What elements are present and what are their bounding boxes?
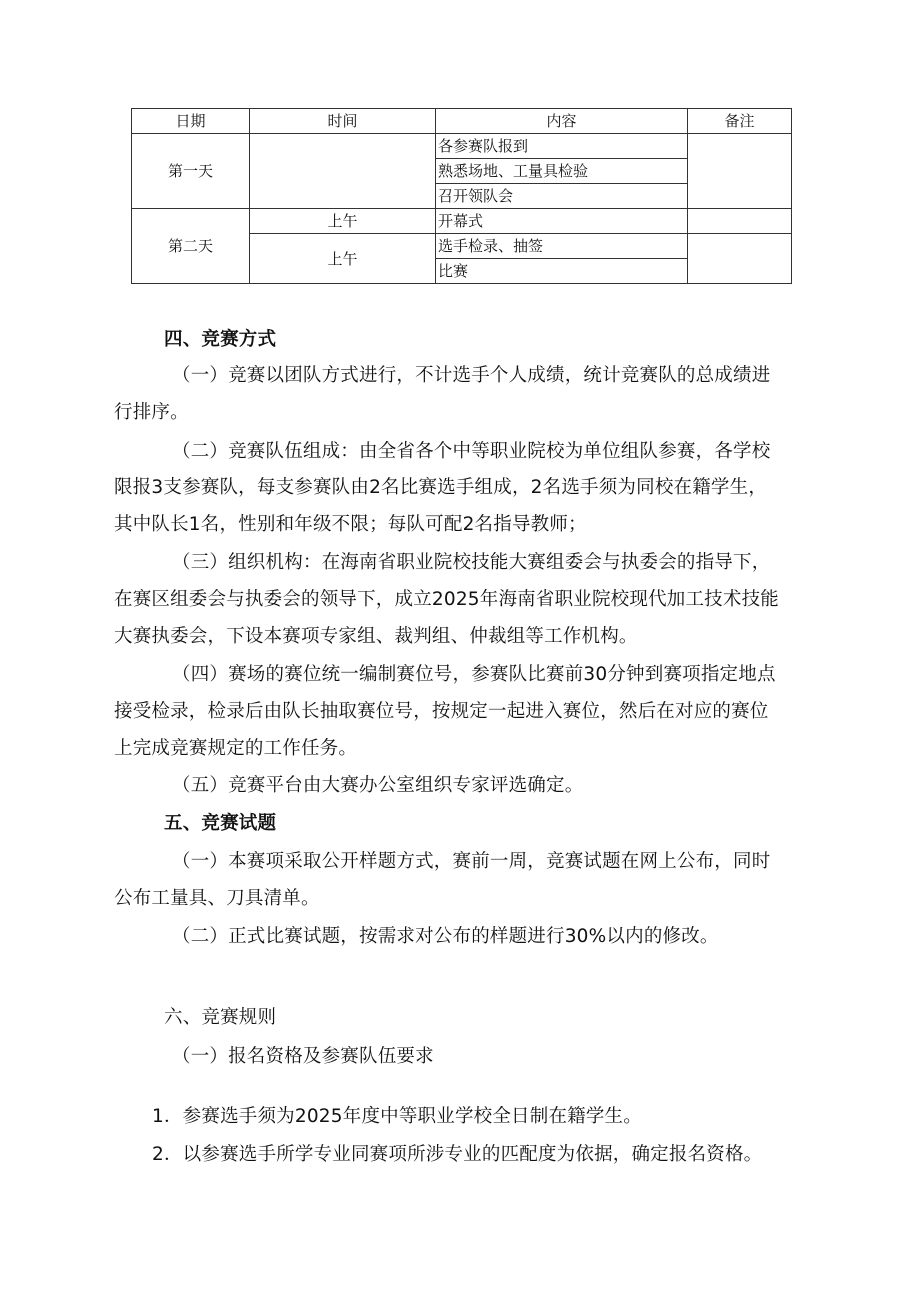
- section-6-subheading: （一）报名资格及参赛队伍要求: [172, 1046, 434, 1067]
- section-4-para-4-cont: 接受检录，检录后由队长抽取赛位号，按规定一起进入赛位，然后在对应的赛位: [114, 701, 769, 722]
- day1-time: [250, 134, 436, 209]
- table-header-row: [132, 109, 792, 134]
- table-row: [132, 134, 792, 159]
- day2-item: 选手检录、抽签: [436, 234, 688, 259]
- section-4-para-2-cont: 限报3支参赛队，每支参赛队由2名比赛选手组成，2名选手须为同校在籍学生，: [114, 477, 768, 498]
- section-4-para-3-cont: 大赛执委会，下设本赛项专家组、裁判组、仲裁组等工作机构。: [114, 626, 638, 647]
- section-4-para-1: （一）竞赛以团队方式进行，不计选手个人成绩，统计竞赛队的总成绩进: [172, 365, 771, 386]
- section-5-heading: 五、竞赛试题: [164, 813, 277, 834]
- day2-time-1: 上午: [250, 209, 436, 234]
- day2-time-2: 上午: [250, 234, 436, 284]
- day1-item: 熟悉场地、工量具检验: [436, 159, 688, 184]
- day2-item: 开幕式: [436, 209, 688, 234]
- day1-item: 各参赛队报到: [436, 134, 688, 159]
- header-time: 时间: [250, 109, 436, 134]
- table-row: [132, 209, 792, 234]
- section-4-para-2: （二）竞赛队伍组成：由全省各个中等职业院校为单位组队参赛，各学校: [172, 441, 771, 462]
- day1-item: 召开领队会: [436, 184, 688, 209]
- day2-date: 第二天: [132, 209, 250, 284]
- day2-remark-2: [688, 234, 792, 284]
- rule-item-1: 1．参赛选手须为2025年度中等职业学校全日制在籍学生。: [152, 1106, 642, 1127]
- day1-remark: [688, 134, 792, 209]
- section-4-para-3: （三）组织机构：在海南省职业院校技能大赛组委会与执委会的指导下，: [172, 552, 771, 573]
- header-date: 日期: [132, 109, 250, 134]
- section-5-para-1: （一）本赛项采取公开样题方式，赛前一周，竞赛试题在网上公布，同时: [172, 851, 771, 872]
- section-5-para-1-cont: 公布工量具、刀具清单。: [114, 888, 320, 909]
- section-4-para-4: （四）赛场的赛位统一编制赛位号，参赛队比赛前30分钟到赛项指定地点: [172, 664, 776, 685]
- section-5-para-2: （二）正式比赛试题，按需求对公布的样题进行30%以内的修改。: [172, 926, 719, 947]
- section-4-para-3-cont: 在赛区组委会与执委会的领导下，成立2025年海南省职业院校现代加工技术技能: [114, 589, 779, 610]
- header-content: 内容: [436, 109, 688, 134]
- schedule-table: [131, 108, 792, 284]
- day2-item: 比赛: [436, 259, 688, 284]
- section-4-para-1-cont: 行排序。: [114, 402, 189, 423]
- section-6-heading: 六、竞赛规则: [164, 1007, 277, 1028]
- section-4-heading: 四、竞赛方式: [164, 329, 277, 350]
- section-4-para-5: （五）竞赛平台由大赛办公室组织专家评选确定。: [172, 775, 584, 796]
- section-4-para-4-cont: 上完成竞赛规定的工作任务。: [114, 738, 358, 759]
- header-remark: 备注: [688, 109, 792, 134]
- day1-date: 第一天: [132, 134, 250, 209]
- day2-remark-1: [688, 209, 792, 234]
- rule-item-2: 2．以参赛选手所学专业同赛项所涉专业的匹配度为依据，确定报名资格。: [152, 1144, 763, 1165]
- section-4-para-2-cont: 其中队长1名，性别和年级不限；每队可配2名指导教师；: [114, 514, 587, 535]
